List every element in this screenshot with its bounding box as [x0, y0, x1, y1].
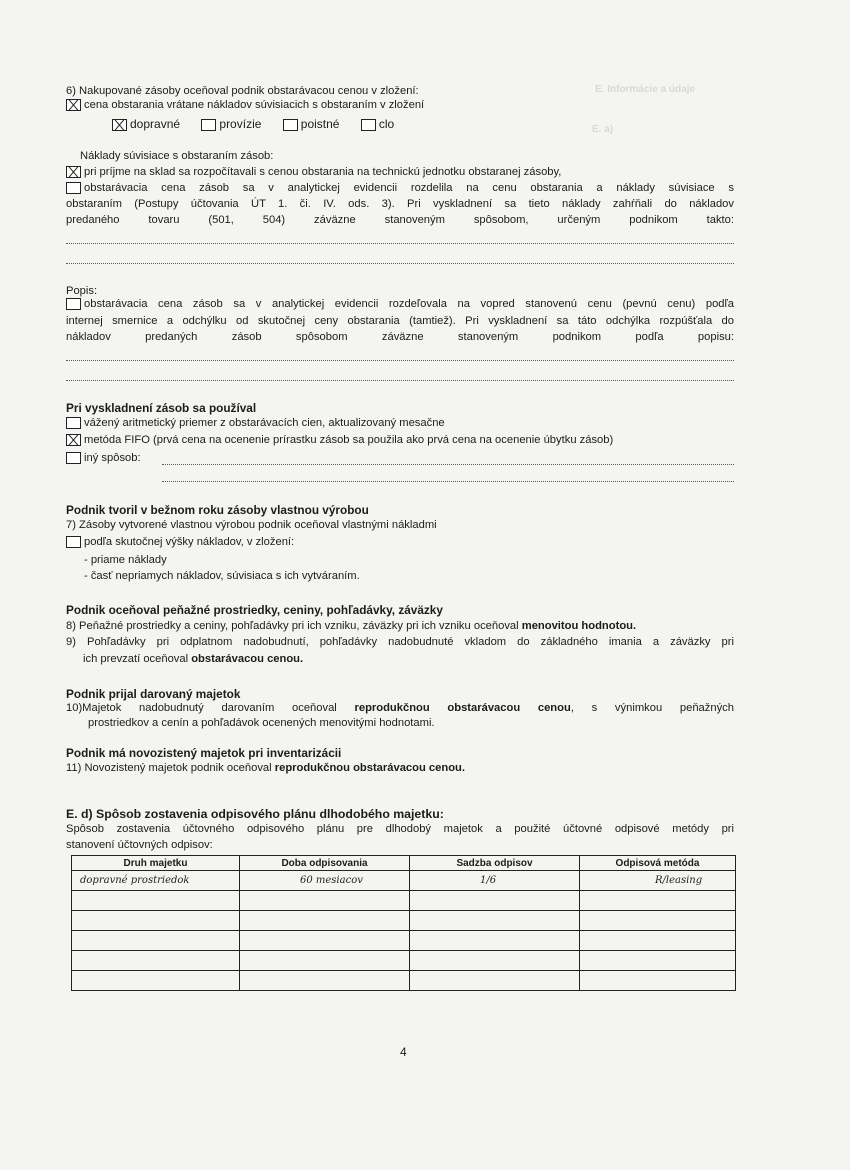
table-row: [72, 891, 736, 911]
dotted-line: [66, 360, 734, 361]
bleed-through-heading: E. Informácie a údaje: [595, 84, 696, 95]
option-pevna-cena-line2: internej smernice a odchýlku od skutočnej ceny obstarania (tamtiež). Pri vyskladnení sa táto odchýlka rozpúšťala do: [66, 315, 734, 327]
table-row: [72, 971, 736, 991]
depreciation-plan-table: [71, 855, 736, 991]
option-skutocne-naklady: podľa skutočnej výšky nákladov, v zložení:: [66, 535, 734, 549]
checkbox-clo[interactable]: [361, 119, 376, 131]
naklady-title: Náklady súvisiace s obstaraním zásob:: [80, 150, 274, 162]
dotted-line: [66, 380, 734, 381]
cost-components: dopravné provízie poistné clo: [112, 117, 512, 131]
checkbox-unchecked[interactable]: [66, 298, 81, 310]
vyskladnenie-title: Pri vyskladnení zásob sa používal: [66, 401, 257, 415]
table-header-row: [72, 856, 736, 871]
bleed-through-section: E. a): [592, 124, 614, 135]
option-pevna-cena-line1: obstarávacia cena zásob sa v analytickej evidencii rozdeľovala na vopred stanovenú cenu (pevnú cenu) podľa: [66, 297, 734, 311]
table-row: [72, 871, 736, 891]
checkbox-checked[interactable]: [66, 434, 81, 446]
dotted-line: [162, 464, 734, 465]
checkbox-dopravne[interactable]: [112, 119, 127, 131]
checkbox-checked[interactable]: [66, 166, 81, 178]
option-analyticka-line2: obstaraním (Postupy účtovania ÚT 1. či. IV. ods. 3). Pri vyskladnení sa tieto náklady zahŕňali do nákladov: [66, 198, 734, 210]
column-header: Doba odpisovania: [240, 856, 410, 871]
question-8: 8) Peňažné prostriedky a ceniny, pohľadávky pri ich vzniku, záväzky pri ich vzniku oceňoval menovitou hodnotou.: [66, 620, 637, 632]
penazne-title: Podnik oceňoval peňažné prostriedky, ceniny, pohľadávky, záväzky: [66, 603, 443, 617]
option-cena-obstarania: cena obstarania vrátane nákladov súvisiacich s obstaraním v zložení: [66, 98, 734, 112]
checkbox-unchecked[interactable]: [66, 417, 81, 429]
popis-label: Popis:: [66, 285, 98, 297]
option-fifo: metóda FIFO (prvá cena na ocenenie prírastku zásob sa použila ako prvá cena na ocenenie úbytku zásob): [66, 433, 734, 447]
dotted-line: [66, 263, 734, 264]
column-header: Odpisová metóda: [580, 856, 736, 871]
option-rozpocitavali: pri príjme na sklad sa rozpočítavali s cenou obstarania na technickú jednotku obstaranej zásoby,: [66, 165, 734, 179]
cell-doba-odpisovania[interactable]: 60 mesiacov: [240, 871, 410, 891]
checkbox-unchecked[interactable]: [66, 452, 81, 464]
cell-sadzba-odpisov[interactable]: 1/6: [410, 871, 580, 891]
checkbox-unchecked[interactable]: [66, 182, 81, 194]
checkbox-unchecked[interactable]: [66, 536, 81, 548]
item-nepriame: - časť nepriamych nákladov, súvisiaca s ich vytváraním.: [84, 570, 360, 582]
darovany-title: Podnik prijal darovaný majetok: [66, 687, 241, 701]
question-10-line2: prostriedkov a cenín a pohľadávok ocenených menovitými hodnotami.: [88, 717, 435, 729]
option-iny-sposob: iný spôsob:: [66, 451, 734, 465]
cell-druh-majetku[interactable]: dopravné prostriedok: [72, 871, 240, 891]
question-11: 11) Novozistený majetok podnik oceňoval reprodukčnou obstarávacou cenou.: [66, 762, 465, 774]
dotted-line: [162, 481, 734, 482]
question-9-line1: 9) Pohľadávky pri odplatnom nadobudnutí, pohľadávky nadobudnuté vkladom do základného imania a záväzky pri: [66, 636, 734, 648]
column-header: Sadzba odpisov: [410, 856, 580, 871]
option-vazeny-priemer: vážený aritmetický priemer z obstarávacích cien, aktualizovaný mesačne: [66, 416, 734, 430]
checkbox-provizie[interactable]: [201, 119, 216, 131]
option-analyticka-line1: obstarávacia cena zásob sa v analytickej evidencii rozdelila na cenu obstarania a náklady súvisiace s: [66, 181, 734, 195]
section-ed-title: E. d) Spôsob zostavenia odpisového plánu dlhodobého majetku:: [66, 807, 444, 821]
question-7: 7) Zásoby vytvorené vlastnou výrobou podnik oceňoval vlastnými nákladmi: [66, 519, 437, 531]
section-ed-text-line1: Spôsob zostavenia účtovného odpisového plánu pre dlhodobý majetok a použité účtovné odpisové metódy pri: [66, 823, 734, 835]
option-pevna-cena-line3: nákladov predaných zásob spôsobom záväzne stanoveným podnikom podľa popisu:: [66, 331, 734, 343]
table-row: [72, 931, 736, 951]
page-number: 4: [400, 1045, 407, 1059]
table-row: [72, 911, 736, 931]
section-ed-text-line2: stanovení účtovných odpisov:: [66, 839, 213, 851]
dotted-line: [66, 243, 734, 244]
table-row: [72, 951, 736, 971]
question-6: 6) Nakupované zásoby oceňoval podnik obstarávacou cenou v zložení:: [66, 85, 419, 97]
option-analyticka-line3: predaného tovaru (501, 504) záväzne stanoveným spôsobom, určeným podnikom takto:: [66, 214, 734, 226]
checkbox-poistne[interactable]: [283, 119, 298, 131]
cell-odpisova-metoda[interactable]: R/leasing: [580, 871, 736, 891]
checkbox-checked[interactable]: [66, 99, 81, 111]
question-10-line1: 10)Majetok nadobudnutý darovaním oceňoval reprodukčnou obstarávacou cenou, s výnimkou peňažných: [66, 702, 734, 714]
vlastna-vyroba-title: Podnik tvoril v bežnom roku zásoby vlastnou výrobou: [66, 503, 369, 517]
column-header: Druh majetku: [72, 856, 240, 871]
item-priame: - priame náklady: [84, 554, 167, 566]
question-9-line2: ich prevzatí oceňoval obstarávacou cenou.: [83, 653, 304, 665]
novozisteny-title: Podnik má novozistený majetok pri inventarizácii: [66, 746, 342, 760]
